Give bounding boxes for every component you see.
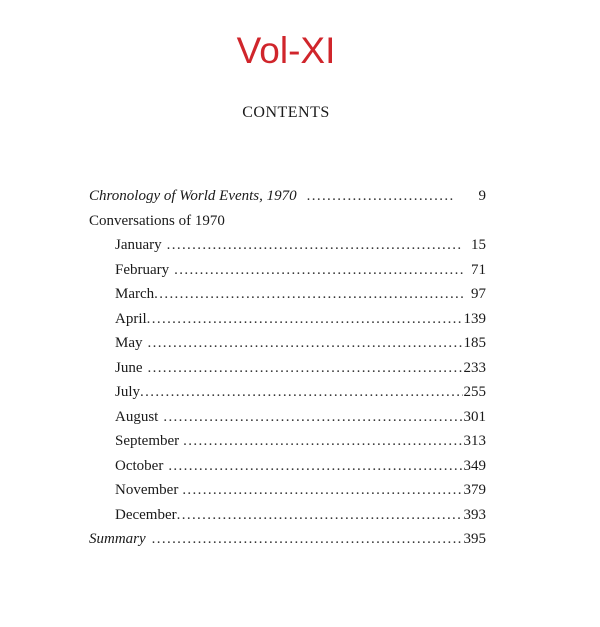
dot-leader — [140, 380, 462, 405]
toc-entry-page: 233 — [463, 359, 486, 376]
toc-entry-page: 71 — [471, 261, 486, 278]
dot-leader — [178, 478, 462, 503]
toc-entry-page: 313 — [463, 433, 486, 449]
toc-entry-label: April — [115, 310, 147, 327]
toc-entry-january — [89, 233, 486, 258]
dot-leader — [169, 258, 463, 283]
toc-entry-label: Summary — [89, 531, 146, 547]
toc-entry-november — [89, 478, 486, 503]
toc-entry-february — [89, 258, 486, 283]
toc-entry-label: February — [115, 261, 170, 278]
toc-entry-page: 301 — [463, 408, 486, 425]
toc-entry-july — [89, 380, 486, 405]
table-of-contents — [89, 184, 486, 552]
toc-entry-page: 393 — [463, 506, 486, 523]
toc-entry-march — [89, 282, 486, 307]
toc-entry-april — [89, 307, 486, 332]
toc-entry-page: 139 — [463, 310, 486, 327]
toc-entry-label: August — [115, 408, 159, 425]
toc-entry-page: 15 — [471, 237, 486, 253]
toc-entry-page: 185 — [463, 335, 486, 351]
dot-leader — [143, 356, 463, 381]
toc-section-label: Conversations of 1970 — [89, 212, 225, 229]
dot-leader — [177, 503, 463, 528]
toc-section-conversations — [89, 209, 486, 234]
toc-entry-page: 379 — [463, 482, 486, 498]
toc-entry-label: May — [115, 335, 143, 351]
toc-entry-label: November — [115, 482, 179, 498]
toc-entry-december — [89, 503, 486, 528]
toc-entry-page: 349 — [463, 457, 486, 474]
toc-entry-label: Chronology of World Events, 1970 — [89, 188, 297, 204]
toc-entry-september — [89, 429, 486, 454]
toc-entry-label: July — [115, 384, 141, 400]
toc-entry-page: 255 — [463, 384, 486, 400]
contents-heading: CONTENTS — [242, 104, 330, 121]
dot-leader — [179, 429, 462, 454]
dot-leader — [143, 331, 463, 356]
toc-entry-label: October — [115, 457, 164, 474]
dot-leader — [147, 307, 463, 332]
dot-leader — [297, 184, 455, 209]
dot-leader — [162, 233, 463, 258]
dot-leader — [154, 282, 463, 307]
toc-entry-chronology — [89, 184, 486, 209]
dot-leader — [158, 405, 462, 430]
toc-entry-page: 97 — [471, 286, 486, 302]
toc-entry-label: January — [115, 237, 162, 253]
dot-leader — [163, 454, 462, 479]
volume-title: Vol-XI — [236, 30, 336, 71]
toc-entry-label: December — [115, 506, 177, 523]
toc-entry-may — [89, 331, 486, 356]
dot-leader — [146, 527, 463, 552]
toc-entry-label: June — [115, 359, 143, 376]
toc-entry-october — [89, 454, 486, 479]
toc-entry-august — [89, 405, 486, 430]
toc-entry-page: 9 — [478, 188, 486, 204]
toc-entry-summary — [89, 527, 486, 552]
toc-entry-label: March — [115, 286, 155, 302]
toc-entry-page: 395 — [463, 531, 486, 547]
toc-entry-june — [89, 356, 486, 381]
toc-entry-label: September — [115, 433, 180, 449]
